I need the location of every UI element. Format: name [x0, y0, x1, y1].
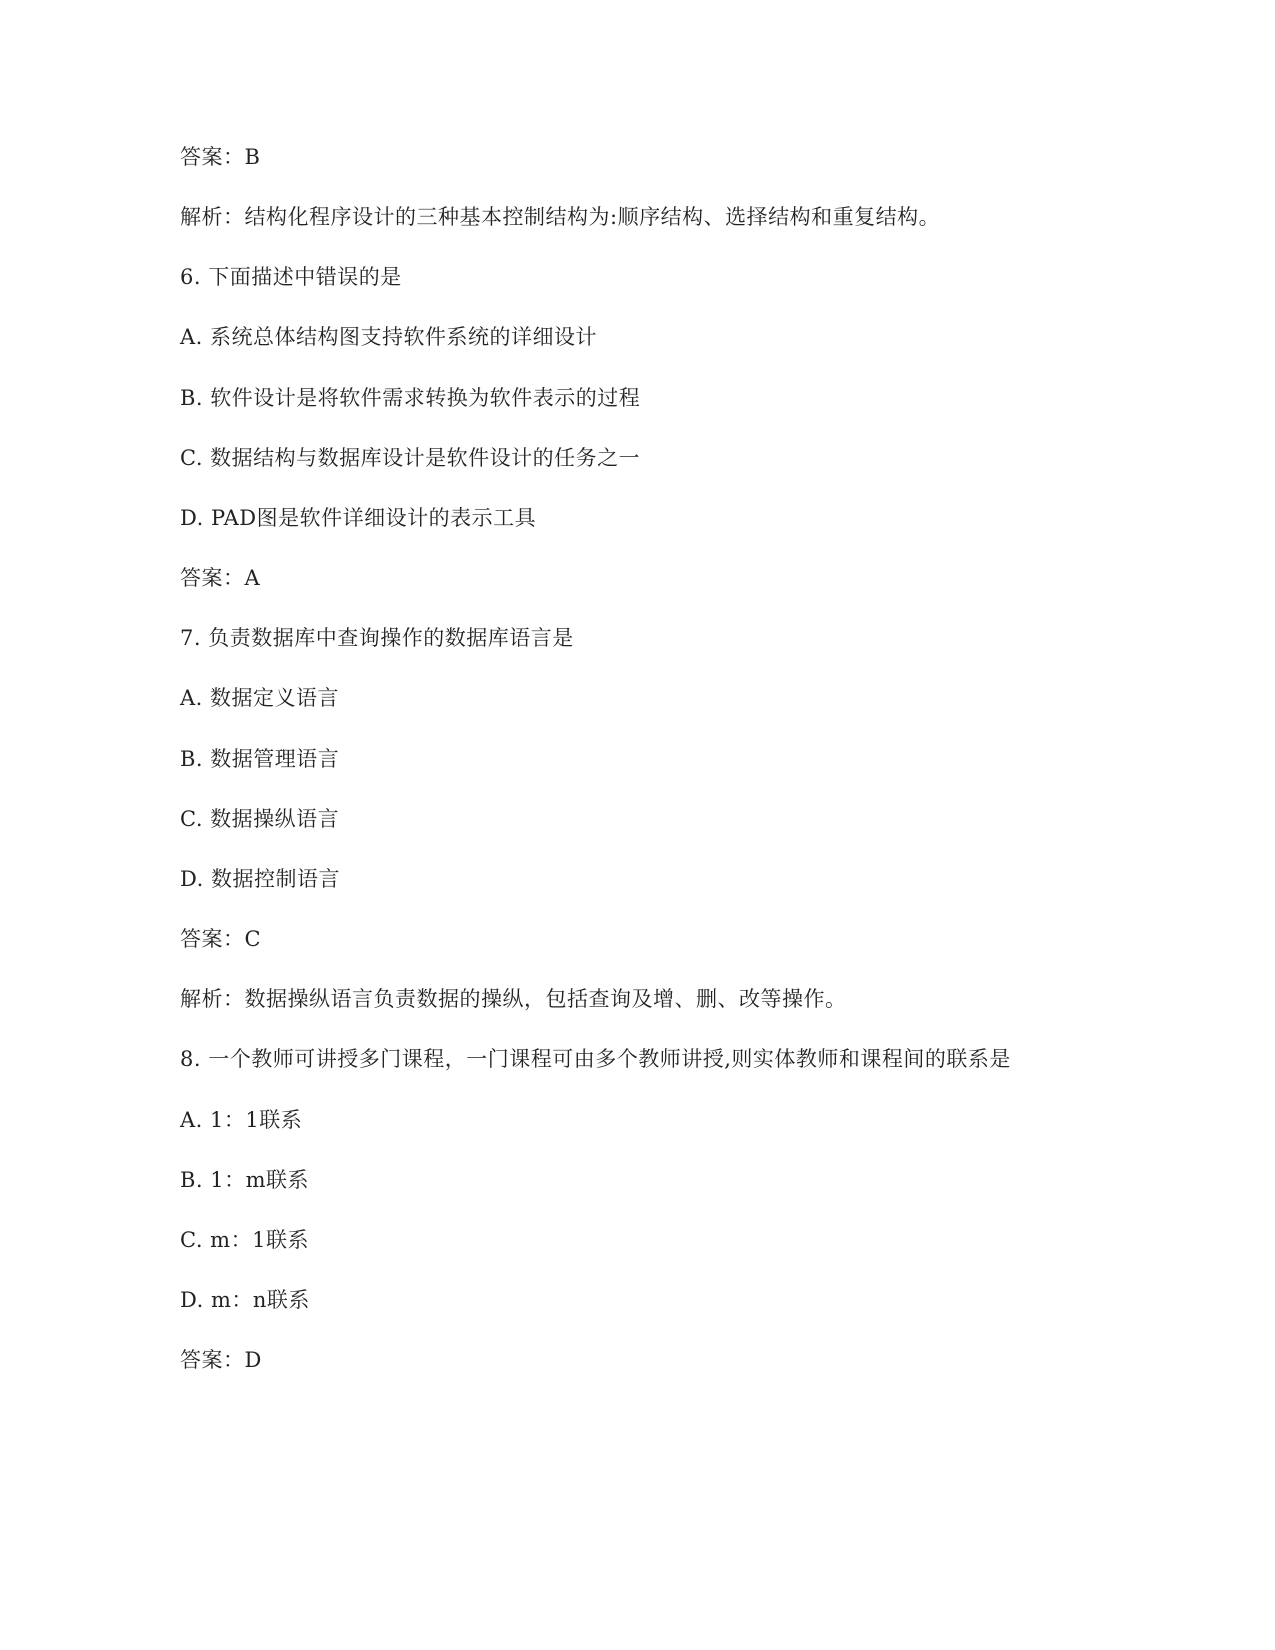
explanation-7: 解析：数据操纵语言负责数据的操纵，包括查询及增、删、改等操作。 — [180, 987, 847, 1011]
question-7-option-a: A. 数据定义语言 — [180, 686, 340, 710]
question-8-option-a: A. 1：1联系 — [180, 1108, 303, 1132]
question-6-option-d: D. PAD图是软件详细设计的表示工具 — [180, 506, 537, 530]
answer-6: 答案：A — [180, 566, 261, 590]
question-6-option-b: B. 软件设计是将软件需求转换为软件表示的过程 — [180, 386, 641, 410]
question-8-option-b: B. 1：m联系 — [180, 1168, 310, 1192]
question-7-option-b: B. 数据管理语言 — [180, 747, 340, 771]
question-7-option-c: C. 数据操纵语言 — [180, 807, 340, 831]
question-8: 8. 一个教师可讲授多门课程，一门课程可由多个教师讲授,则实体教师和课程间的联系是 — [180, 1047, 1011, 1071]
question-7: 7. 负责数据库中查询操作的数据库语言是 — [180, 626, 574, 650]
question-6-option-c: C. 数据结构与数据库设计是软件设计的任务之一 — [180, 446, 641, 470]
answer-7: 答案：C — [180, 927, 262, 951]
question-7-option-d: D. 数据控制语言 — [180, 867, 340, 891]
answer-5: 答案：B — [180, 145, 261, 169]
question-6-option-a: A. 系统总体结构图支持软件系统的详细设计 — [180, 325, 598, 349]
question-6: 6. 下面描述中错误的是 — [180, 265, 402, 289]
question-8-option-d: D. m：n联系 — [180, 1288, 310, 1312]
answer-8: 答案：D — [180, 1348, 262, 1372]
explanation-5: 解析：结构化程序设计的三种基本控制结构为:顺序结构、选择结构和重复结构。 — [180, 205, 941, 229]
question-8-option-c: C. m：1联系 — [180, 1228, 309, 1252]
